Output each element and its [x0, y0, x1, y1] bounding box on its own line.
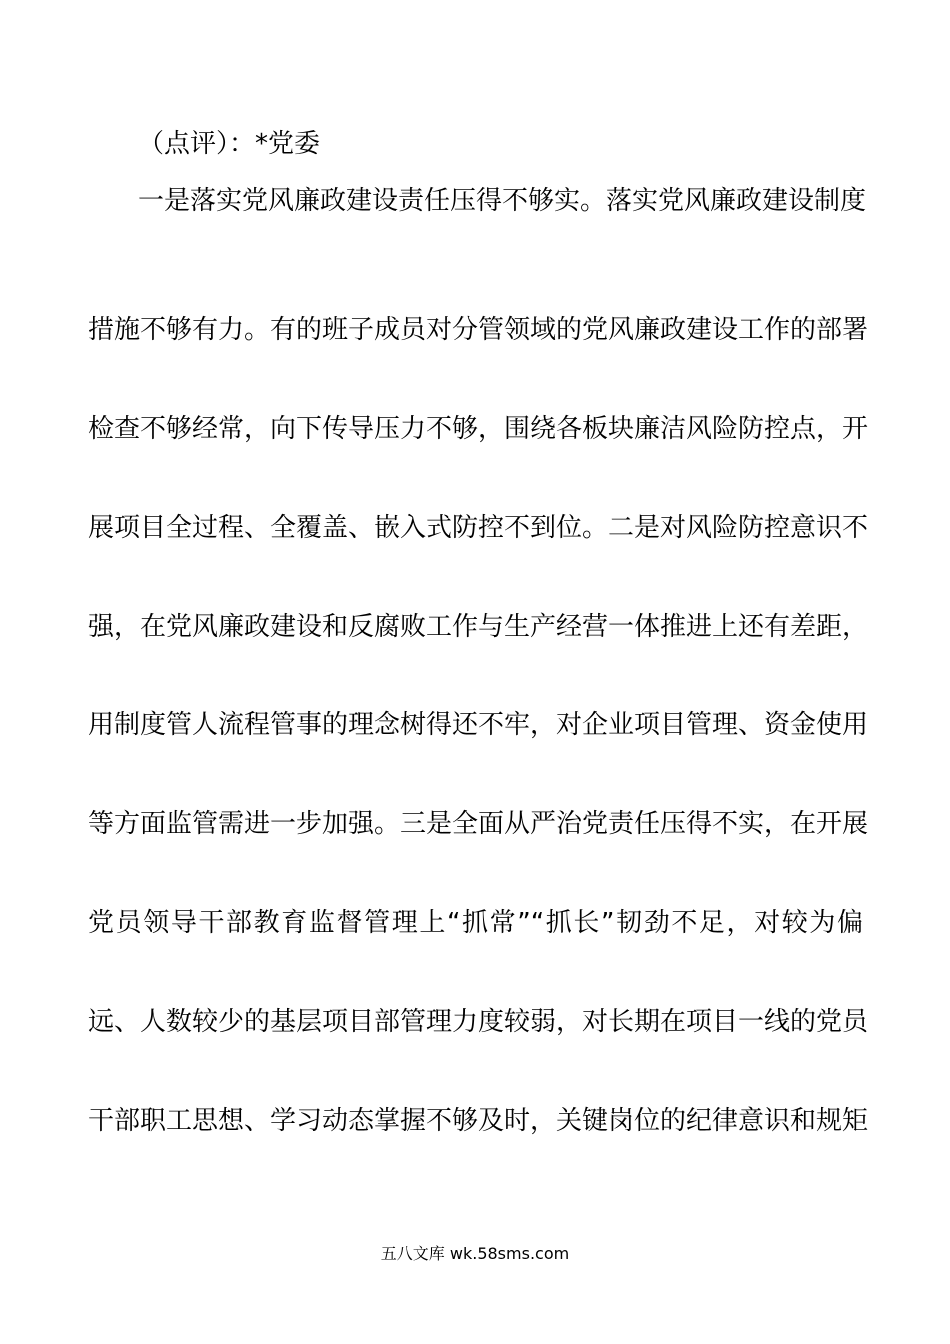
paragraph-line: 检查不够经常，向下传导压力不够，围绕各板块廉洁风险防控点，开 [88, 414, 869, 444]
paragraph-line: 远、人数较少的基层项目部管理力度较弱，对长期在项目一线的党员 [88, 1007, 869, 1037]
footer-watermark-text: 五八文库 wk.58sms.com [380, 1244, 570, 1263]
paragraph-line: 措施不够有力。有的班子成员对分管领域的党风廉政建设工作的部署 [88, 315, 869, 345]
paragraph-line: 党员领导干部教育监督管理上“抓常”“抓长”韧劲不足，对较为偏 [88, 908, 863, 938]
paragraph-line: 强，在党风廉政建设和反腐败工作与生产经营一体推进上还有差距， [88, 612, 869, 642]
paragraph-line: 干部职工思想、学习动态掌握不够及时，关键岗位的纪律意识和规矩 [88, 1106, 869, 1136]
paragraph-line: 用制度管人流程管事的理念树得还不牢，对企业项目管理、资金使用 [88, 710, 869, 740]
paragraph-line: 等方面监管需进一步加强。三是全面从严治党责任压得不实，在开展 [88, 809, 869, 839]
comment-heading: （点评）：*党委 [138, 129, 321, 159]
paragraph-line: 一是落实党风廉政建设责任压得不够实。落实党风廉政建设制度 [138, 186, 867, 216]
paragraph-line: 展项目全过程、全覆盖、嵌入式防控不到位。二是对风险防控意识不 [88, 513, 869, 543]
